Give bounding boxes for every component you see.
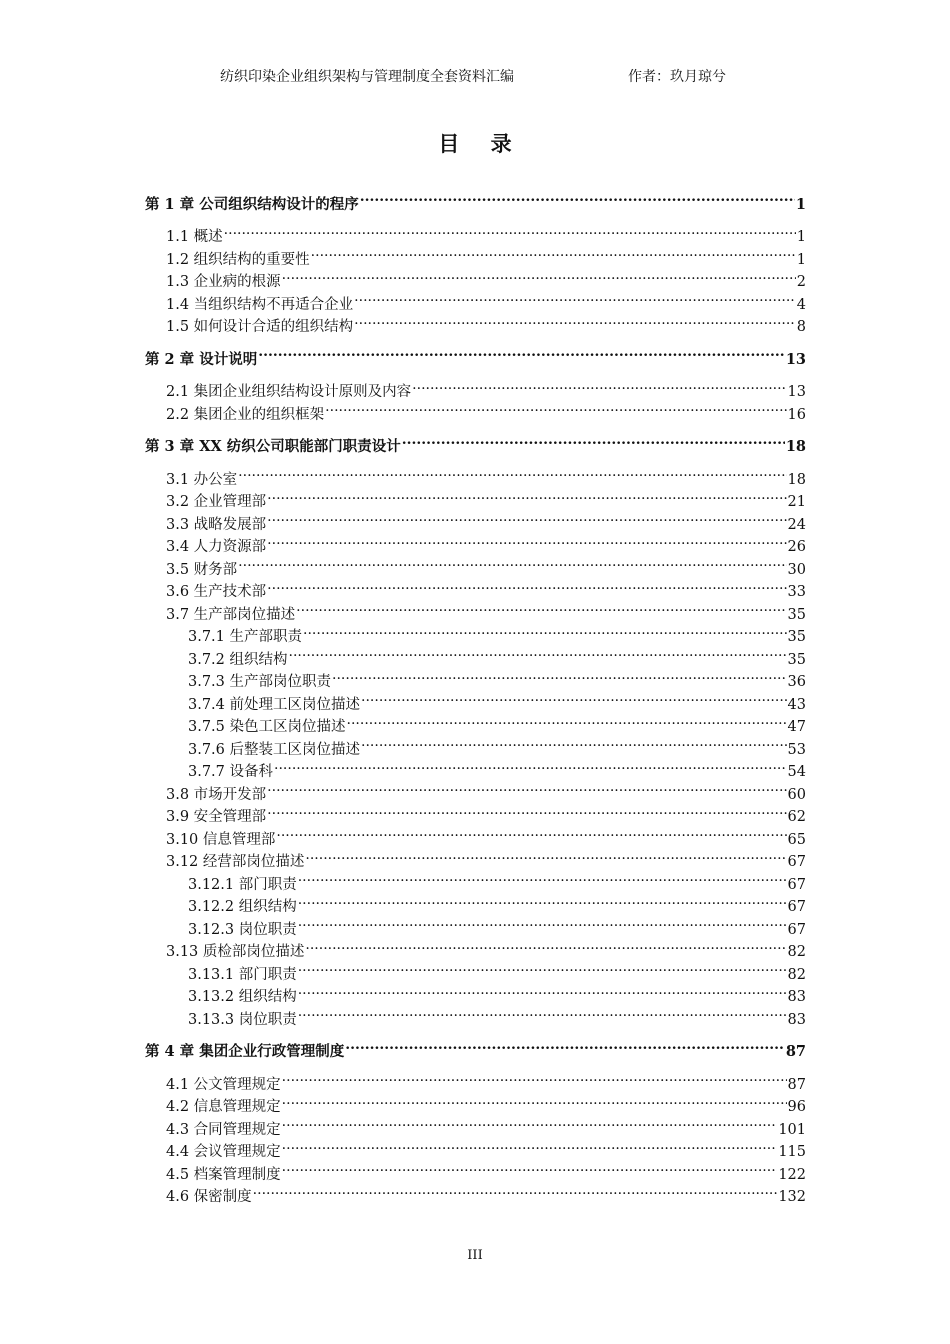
header-author: 作者：玖月琼兮: [628, 69, 726, 85]
toc-leader-dots: [361, 731, 787, 754]
toc-entry-label: 3.7.7 设备科: [188, 764, 274, 780]
toc-leader-dots: [274, 754, 787, 777]
toc-title: 目 录: [438, 131, 524, 156]
toc-entry-label: 1.5 如何设计合适的组织结构: [166, 319, 354, 335]
toc-leader-dots: [298, 956, 787, 979]
page-header: [0, 66, 950, 88]
toc-leader-dots: [298, 979, 787, 1002]
toc-leader-dots: [325, 396, 786, 419]
toc-entry-page: 53: [787, 741, 806, 758]
toc-entry-label: 4.4 会议管理规定: [166, 1144, 281, 1160]
toc-chapter-entry[interactable]: [145, 429, 806, 455]
toc-entry-label: 3.12.2 组织结构: [188, 899, 297, 915]
toc-entry-page: 65: [787, 831, 806, 848]
toc-entry-page: 21: [787, 494, 806, 510]
toc-entry-page: 4: [796, 296, 806, 313]
toc-entry-page: 16: [787, 406, 806, 423]
toc-entry-page: 62: [787, 809, 806, 825]
toc-entry-page: 82: [787, 944, 806, 960]
toc-leader-dots: [253, 1179, 778, 1202]
toc-entry-page: 67: [787, 854, 806, 870]
toc-entry-page: 67: [787, 899, 806, 915]
toc-entry-page: 101: [778, 1121, 806, 1138]
toc-entry[interactable]: [145, 574, 806, 600]
toc-entry-page: 67: [787, 876, 806, 893]
toc-chapter-entry[interactable]: [145, 186, 806, 213]
toc-entry-label: 第 3 章 XX 纺织公司职能部门职责设计: [145, 438, 401, 455]
toc-leader-dots: [354, 309, 796, 332]
toc-leader-dots: [282, 1066, 787, 1089]
toc-leader-dots: [402, 429, 785, 452]
toc-leader-dots: [282, 264, 796, 287]
toc-entry-label: 2.1 集团企业组织结构设计原则及内容: [166, 384, 412, 400]
toc-leader-dots: [298, 911, 787, 934]
toc-entry-label: 3.13 质检部岗位描述: [166, 944, 305, 960]
toc-entry-label: 4.1 公文管理规定: [166, 1076, 281, 1093]
toc-entry-page: 1: [795, 195, 806, 213]
toc-entry-page: 35: [787, 606, 806, 623]
toc-entry[interactable]: [145, 484, 806, 510]
toc-entry-page: 35: [787, 651, 806, 668]
toc-entry-label: 3.4 人力资源部: [166, 539, 267, 555]
toc-entry-label: 3.10 信息管理部: [166, 831, 276, 848]
toc-entry-label: 第 4 章 集团企业行政管理制度: [145, 1043, 345, 1060]
toc-leader-dots: [298, 866, 787, 889]
toc-entry-page: 87: [787, 1076, 806, 1093]
toc-leader-dots: [238, 551, 786, 574]
toc-entry-label: 1.4 当组织结构不再适合企业: [166, 296, 354, 313]
toc-entry-page: 60: [787, 786, 806, 803]
toc-leader-dots: [412, 374, 786, 397]
toc-entry-label: 3.13.2 组织结构: [188, 989, 297, 1005]
toc-entry[interactable]: [145, 219, 806, 245]
toc-entry-page: 1: [796, 229, 806, 245]
toc-entry[interactable]: [145, 241, 806, 268]
toc-leader-dots: [296, 596, 786, 619]
toc-entry-page: 132: [778, 1189, 806, 1205]
toc-leader-dots: [267, 484, 786, 507]
toc-entry-label: 4.3 合同管理规定: [166, 1121, 281, 1138]
toc-leader-dots: [361, 686, 787, 709]
toc-entry-label: 3.7.3 生产部岗位职责: [188, 674, 332, 690]
toc-leader-dots: [303, 619, 787, 642]
toc-entry-page: 87: [785, 1043, 806, 1060]
toc-leader-dots: [267, 574, 786, 597]
toc-entry-page: 1: [796, 251, 806, 268]
toc-entry-label: 3.13.1 部门职责: [188, 966, 297, 983]
toc-entry-page: 43: [787, 696, 806, 713]
toc-entry-label: 3.1 办公室: [166, 471, 238, 488]
toc-leader-dots: [298, 1001, 787, 1024]
toc-leader-dots: [238, 461, 786, 484]
toc-entry-label: 3.7.4 前处理工区岗位描述: [188, 696, 361, 713]
toc-entry-label: 1.2 组织结构的重要性: [166, 251, 310, 268]
toc-entry-page: 47: [787, 719, 806, 735]
toc-entry-page: 2: [796, 274, 806, 290]
toc-leader-dots: [282, 1111, 778, 1134]
toc-leader-dots: [258, 341, 785, 364]
toc-leader-dots: [267, 529, 786, 552]
toc-leader-dots: [305, 844, 786, 867]
toc-entry-page: 54: [787, 764, 806, 780]
toc-entry-label: 3.7.5 染色工区岗位描述: [188, 719, 346, 735]
toc-entry-label: 第 2 章 设计说明: [145, 350, 258, 368]
header-doc-title: 纺织印染企业组织架构与管理制度全套资料汇编: [220, 69, 514, 85]
toc-leader-dots: [267, 799, 786, 822]
toc-entry-page: 18: [787, 471, 806, 488]
toc-leader-dots: [276, 821, 786, 844]
toc-entry-page: 96: [787, 1099, 806, 1115]
toc-leader-dots: [360, 186, 795, 209]
toc-leader-dots: [267, 776, 786, 799]
toc-entry-label: 3.7 生产部岗位描述: [166, 606, 296, 623]
toc-entry-page: 13: [785, 350, 806, 368]
toc-entry-label: 3.7.6 后整装工区岗位描述: [188, 741, 361, 758]
toc-leader-dots: [298, 889, 787, 912]
toc-entry-label: 4.2 信息管理规定: [166, 1099, 281, 1115]
toc-entry-label: 3.6 生产技术部: [166, 584, 267, 600]
toc-entry-label: 3.12.1 部门职责: [188, 876, 297, 893]
toc-leader-dots: [311, 241, 796, 264]
toc-entry-page: 30: [787, 561, 806, 578]
toc-entry-label: 2.2 集团企业的组织框架: [166, 406, 325, 423]
toc-leader-dots: [289, 641, 787, 664]
toc-chapter-entry[interactable]: [145, 1034, 806, 1060]
toc-entry-page: 13: [787, 384, 806, 400]
toc-entry-label: 3.9 安全管理部: [166, 809, 267, 825]
toc-leader-dots: [282, 1089, 787, 1112]
toc-leader-dots: [332, 664, 787, 687]
toc-leader-dots: [345, 1034, 785, 1057]
toc-leader-dots: [282, 1134, 778, 1157]
toc-entry-page: 83: [787, 1011, 806, 1028]
toc-entry-label: 3.7.2 组织结构: [188, 651, 288, 668]
toc-entry-page: 24: [787, 516, 806, 533]
toc-entry-label: 第 1 章 公司组织结构设计的程序: [145, 195, 359, 213]
toc-entry-page: 82: [787, 966, 806, 983]
toc-entry[interactable]: [145, 1066, 806, 1093]
toc-leader-dots: [267, 506, 786, 529]
toc-entry-label: 3.13.3 岗位职责: [188, 1011, 297, 1028]
toc-entry-label: 4.5 档案管理制度: [166, 1166, 281, 1183]
page-number: III: [467, 1248, 483, 1263]
toc-leader-dots: [224, 219, 796, 242]
toc-entry-page: 18: [785, 438, 806, 455]
toc-leader-dots: [354, 286, 796, 309]
toc-entry-page: 35: [787, 629, 806, 645]
toc-entry-label: 3.5 财务部: [166, 561, 238, 578]
toc-entry[interactable]: [145, 461, 806, 488]
toc-entry-label: 4.6 保密制度: [166, 1189, 252, 1205]
toc-entry-page: 67: [787, 921, 806, 938]
toc-entry-label: 1.1 概述: [166, 229, 223, 245]
toc-entry-label: 3.2 企业管理部: [166, 494, 267, 510]
toc-entry[interactable]: [145, 374, 806, 400]
toc-entry-page: 26: [787, 539, 806, 555]
toc-entry-label: 3.12 经营部岗位描述: [166, 854, 305, 870]
toc-entry-label: 3.12.3 岗位职责: [188, 921, 297, 938]
table-of-contents: [145, 186, 806, 1205]
toc-entry-page: 122: [778, 1166, 806, 1183]
toc-entry-page: 115: [778, 1144, 806, 1160]
toc-entry-label: 1.3 企业病的根源: [166, 274, 281, 290]
toc-leader-dots: [347, 709, 787, 732]
toc-entry-label: 3.3 战略发展部: [166, 516, 267, 533]
toc-entry-page: 36: [787, 674, 806, 690]
toc-leader-dots: [305, 934, 786, 957]
toc-entry-label: 3.7.1 生产部职责: [188, 629, 303, 645]
toc-chapter-entry[interactable]: [145, 341, 806, 368]
toc-entry-page: 83: [787, 989, 806, 1005]
toc-leader-dots: [282, 1156, 778, 1179]
toc-entry[interactable]: [145, 551, 806, 578]
toc-entry-label: 3.8 市场开发部: [166, 786, 267, 803]
toc-entry-page: 33: [787, 584, 806, 600]
toc-entry-page: 8: [796, 319, 806, 335]
